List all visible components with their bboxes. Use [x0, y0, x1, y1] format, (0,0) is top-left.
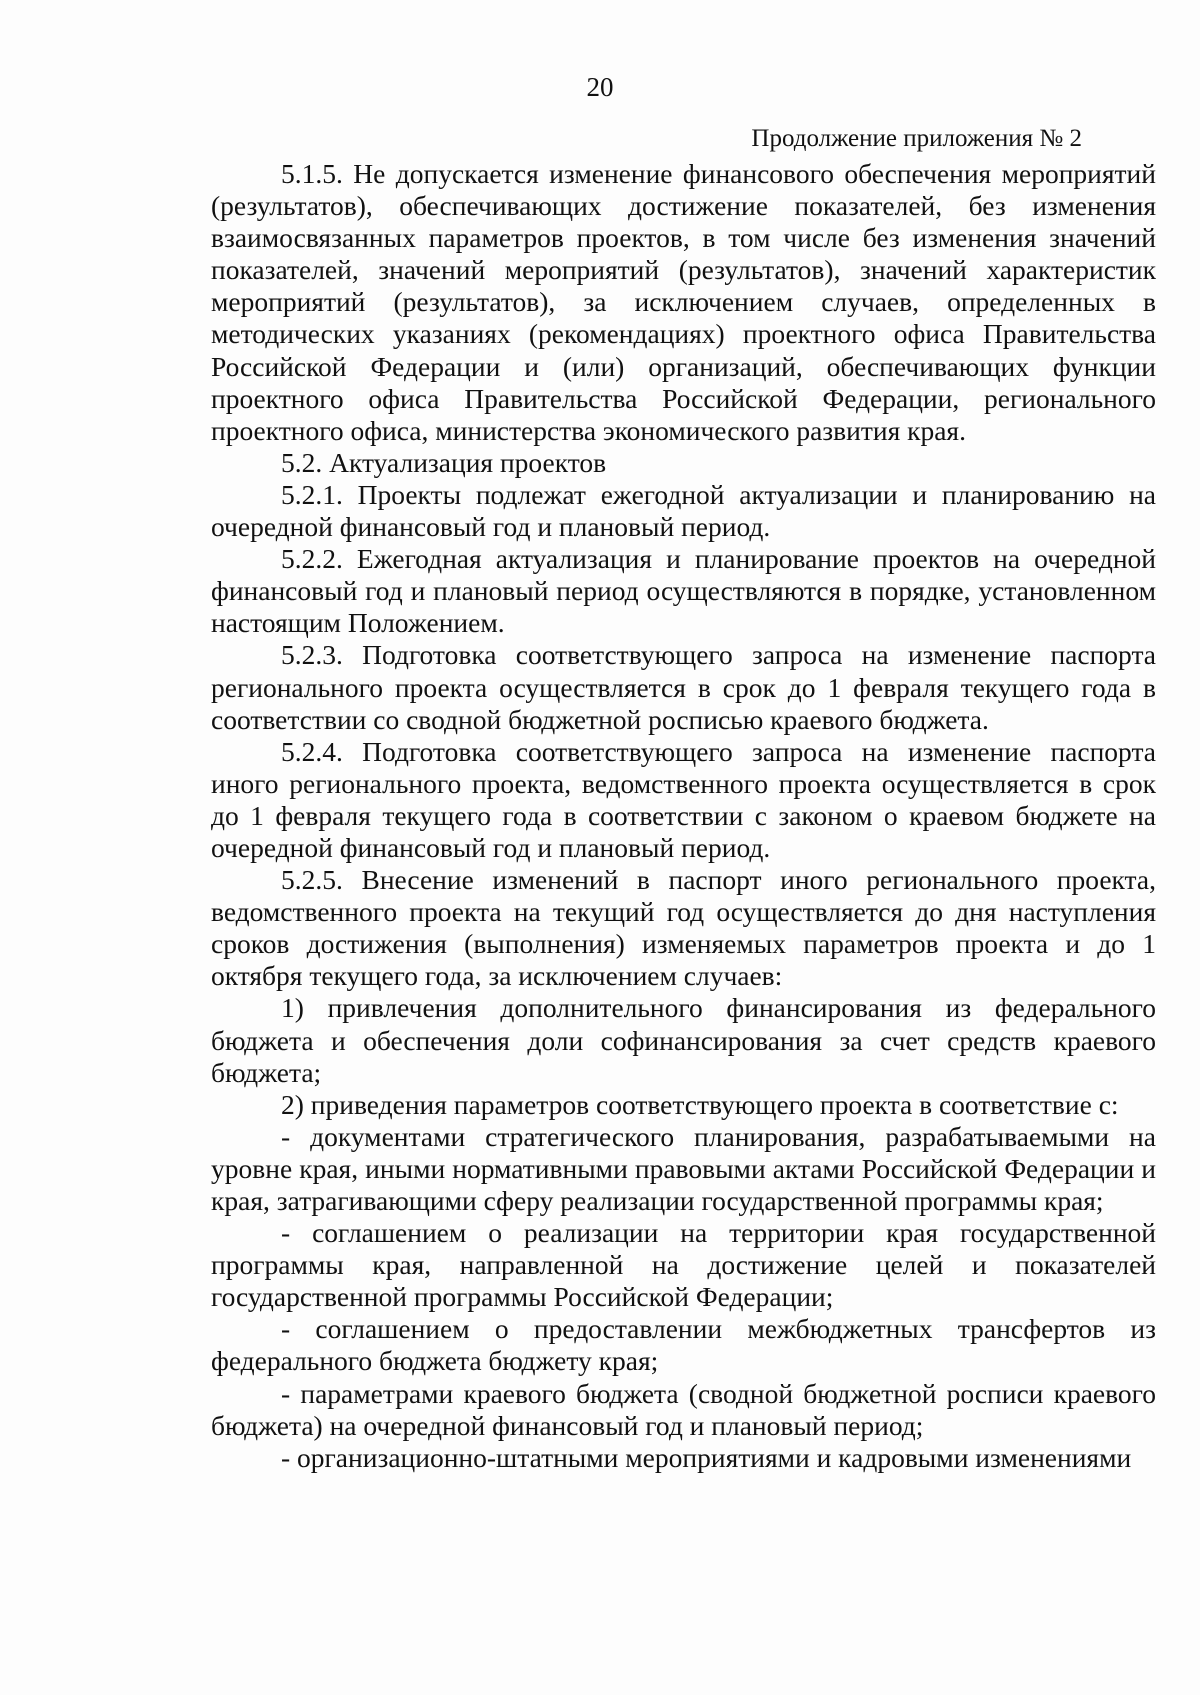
page-number: 20 [586, 72, 614, 102]
paragraph-5-1-5: 5.1.5. Не допускается изменение финансового обеспечения мероприятий (результатов), обеспечивающих достижение показателей, без изменения взаимосвязанных параметров проектов, в том числе без изменения значений показателей, значений мероприятий (результатов), значений характеристик мероприятий (результатов), за исключением случаев, определенных в методических указаниях (рекомендациях) проектного офиса Правительства Российской Федерации и (или) организаций, обеспечивающих функции проектного офиса Правительства Российской Федерации, регионального проектного офиса, министерства экономического развития края. [211, 158, 1156, 446]
paragraph-5-2-5: 5.2.5. Внесение изменений в паспорт иного регионального проекта, ведомственного проекта на текущий год осуществляется до дня наступления сроков достижения (выполнения) изменяемых параметров проекта и до 1 октября текущего года, за исключением случаев: [211, 864, 1156, 992]
paragraph-5-2-1: 5.2.1. Проекты подлежат ежегодной актуализации и планированию на очередной финансовый год и плановый период. [211, 478, 1156, 543]
list-item-1: 1) привлечения дополнительного финансирования из федерального бюджета и обеспечения доли софинансирования за счет средств краевого бюджета; [211, 992, 1156, 1088]
sub-item-transfers-agreement: - соглашением о предоставлении межбюджетных трансфертов из федерального бюджета бюджету края; [211, 1313, 1156, 1377]
list-item-2: 2) приведения параметров соответствующего проекта в соответствие с: [281, 1088, 1119, 1120]
paragraph-5-2-heading: 5.2. Актуализация проектов [281, 446, 607, 478]
sub-item-implementation-agreement: - соглашением о реализации на территории края государственной программы края, направленной на достижение целей и показателей государственной программы Российской Федерации; [211, 1217, 1156, 1313]
paragraph-5-2-3: 5.2.3. Подготовка соответствующего запроса на изменение паспорта регионального проекта осуществляется в срок до 1 февраля текущего года в соответствии со сводной бюджетной росписью краевого бюджета. [211, 639, 1156, 735]
sub-item-strategic-documents: - документами стратегического планирования, разрабатываемыми на уровне края, иными нормативными правовыми актами Российской Федерации и края, затрагивающими сферу реализации государственной программы края; [211, 1120, 1156, 1216]
paragraph-5-2-2: 5.2.2. Ежегодная актуализация и планирование проектов на очередной финансовый год и плановый период осуществляются в порядке, установленном настоящим Положением. [211, 543, 1156, 639]
document-body [211, 158, 1156, 1474]
paragraph-5-2-4: 5.2.4. Подготовка соответствующего запроса на изменение паспорта иного регионального проекта, ведомственного проекта осуществляется в срок до 1 февраля текущего года в соответствии с законом о краевом бюджете на очередной финансовый год и плановый период. [211, 735, 1156, 863]
sub-item-budget-parameters: - параметрами краевого бюджета (сводной бюджетной росписи краевого бюджета) на очередной финансовый год и плановый период; [211, 1377, 1156, 1441]
annex-continuation-note: Продолжение приложения № 2 [751, 125, 1082, 152]
sub-item-staffing-changes: - организационно-штатными мероприятиями и кадровыми изменениями [281, 1441, 1132, 1473]
